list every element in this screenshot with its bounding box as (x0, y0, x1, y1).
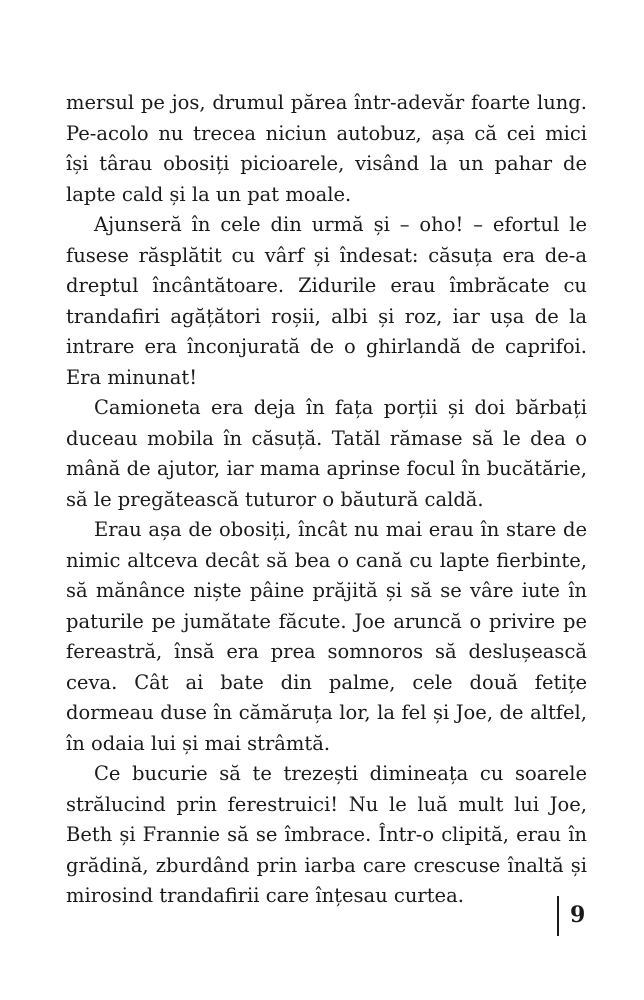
paragraph-2: Ajunseră în cele din urmă și – oho! – efortul le fusese răsplătit cu vârf și îndesat: căsuța era de-a dreptul încântătoare. Zidurile erau îmbrăcate cu trandafiri agățători roșii, albi și roz, iar ușa de la intrare era înconjurată de o ghirlandă de caprifoi. Era minunat! (66, 213, 587, 389)
page-number: 9 (570, 902, 586, 928)
paragraph-3: Camioneta era deja în fața porții și doi bărbați duceau mobila în căsuță. Tatăl rămase să le dea o mână de ajutor, iar mama aprinse focul în bucătărie, să le pregătească tuturor o băutură caldă. (66, 396, 587, 511)
paragraph-1: mersul pe jos, drumul părea într-adevăr foarte lung. Pe-acolo nu trecea niciun autobuz, așa că cei mici își târau obosiți picioarele, visând la un pahar de lapte cald și la un pat moale. (66, 91, 587, 206)
paragraph-5: Ce bucurie să te trezești dimineața cu soarele strălucind prin ferestruici! Nu le luă mult lui Joe, Beth și Frannie să se îmbrace. Într-o clipită, erau în grădină, zburdând prin iarba care crescuse înaltă și mirosind trandafirii care înțesau curtea. (66, 762, 587, 907)
page-number-divider (557, 896, 559, 936)
paragraph-4: Erau așa de obosiți, încât nu mai erau în stare de nimic altceva decât să bea o cană cu lapte fierbinte, să mănânce niște pâine prăjită și să se vâre iute în paturile pe jumătate făcute. Joe aruncă o privire pe fereastră, însă era prea somnoros să deslușească ceva. Cât ai bate din palme, cele două fetițe dormeau duse în cămăruța lor, la fel și Joe, de altfel, în odaia lui și mai strâmtă. (66, 518, 587, 755)
body-text (66, 88, 587, 912)
